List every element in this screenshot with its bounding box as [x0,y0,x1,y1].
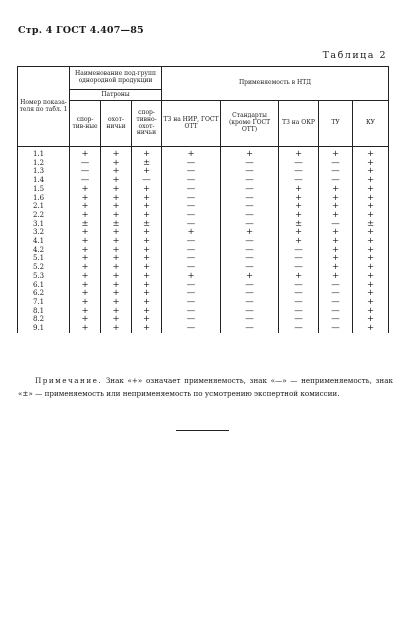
row-number: 4.2 [18,246,70,255]
table-cell: + [132,298,162,307]
table-cell: + [279,272,319,281]
table-cell: — [221,176,279,185]
table-cell: + [101,228,132,237]
table-cell: + [70,237,101,246]
row-number: 8.2 [18,315,70,324]
row-number: 6.1 [18,281,70,290]
table-cell: + [101,202,132,211]
table-cell: + [319,211,353,220]
table-cell: — [221,254,279,263]
table-cell: — [162,237,221,246]
separator-line [176,430,229,431]
table-cell: — [162,263,221,272]
col-applicability-header: Применяемость в НТД [162,67,389,101]
table-cell: — [162,254,221,263]
table-cell: + [319,246,353,255]
table-cell: + [353,281,389,290]
table-cell: + [353,246,389,255]
table-cell: — [279,167,319,176]
table-cell: + [101,185,132,194]
table-cell: — [162,281,221,290]
table-cell: + [353,194,389,203]
table-cell: + [353,228,389,237]
table-cell: + [319,272,353,281]
table-cell: — [221,263,279,272]
table-cell: + [70,315,101,324]
table-cell: + [279,228,319,237]
table-cell: + [70,147,101,159]
table-cell: — [162,246,221,255]
row-number: 6.2 [18,289,70,298]
table-cell: — [162,176,221,185]
table-cell: — [221,185,279,194]
table-cell: — [162,289,221,298]
table-cell: + [319,194,353,203]
table-cell: + [353,324,389,333]
table-cell: — [162,202,221,211]
table-cell: + [353,176,389,185]
row-number: 1.2 [18,159,70,168]
table-cell: + [353,211,389,220]
row-number: 9.1 [18,324,70,333]
col-group-header: Наименование под-групп однородной продукции [70,67,162,90]
table-cell: — [162,307,221,316]
table-cell: ± [132,159,162,168]
table-cell: + [353,185,389,194]
table-cell: — [279,246,319,255]
table-cell: — [319,159,353,168]
table-cell: + [70,289,101,298]
table-cell: — [319,176,353,185]
table-cell: — [221,324,279,333]
table-cell: + [162,228,221,237]
row-number: 4.1 [18,237,70,246]
row-number: 3.1 [18,220,70,229]
table-cell: + [101,298,132,307]
table-cell: + [70,254,101,263]
table-cell: + [319,254,353,263]
table-cell: + [132,315,162,324]
table-cell: + [70,202,101,211]
table-cell: — [221,307,279,316]
table-cell: — [279,281,319,290]
table-cell: + [353,307,389,316]
table-cell: + [70,211,101,220]
table-cell: — [162,167,221,176]
table-cell: + [279,194,319,203]
table-cell: + [132,211,162,220]
table-cell: + [353,315,389,324]
table-cell: — [162,298,221,307]
table-cell: — [162,315,221,324]
table-cell: + [101,263,132,272]
table-note [18,375,393,400]
table-cell: — [221,298,279,307]
table-cell: — [279,254,319,263]
table-cell: + [132,246,162,255]
table-cell: — [221,202,279,211]
table-cell: + [132,167,162,176]
table-cell: ± [279,220,319,229]
table-cell: — [319,315,353,324]
col-ku-header: КУ [353,101,389,147]
table-cell: + [101,289,132,298]
table-cell: — [70,159,101,168]
table-cell: + [162,147,221,159]
table-cell: + [70,246,101,255]
col-tz-okr-header: ТЗ на ОКР [279,101,319,147]
table-cell: + [279,147,319,159]
table-cell: + [353,159,389,168]
table-cell: + [162,272,221,281]
table-cell: ± [353,220,389,229]
table-row [18,324,389,333]
table-cell: + [221,147,279,159]
table-cell: + [353,272,389,281]
table-cell: + [101,254,132,263]
row-number: 1.4 [18,176,70,185]
table-cell: — [221,194,279,203]
table-cell: + [319,202,353,211]
note-text: Знак «+» означает применяемость, знак «—» — неприменяемость, знак «±» — применяемость или неприменяемость по усмотрению экспертной комиссии. [18,376,393,398]
table-cell: + [319,237,353,246]
col-tu-header: ТУ [319,101,353,147]
table-cell: — [162,194,221,203]
table-cell: — [319,307,353,316]
table-cell: + [319,185,353,194]
table-cell: + [279,211,319,220]
table-cell: + [132,228,162,237]
table-cell: — [221,159,279,168]
table-cell: — [319,324,353,333]
table-cell: — [279,298,319,307]
table-cell: + [132,263,162,272]
table-cell: + [279,185,319,194]
table-cell: + [70,228,101,237]
col-cartridges-header: Патроны [70,90,162,101]
table-cell: — [221,167,279,176]
table-cell: — [70,167,101,176]
table-cell: + [353,147,389,159]
table-cell: — [221,220,279,229]
applicability-table [17,66,389,333]
table-cell: + [353,298,389,307]
table-cell: + [101,237,132,246]
table-row [18,147,389,159]
table-cell: + [353,167,389,176]
table-cell: + [319,228,353,237]
table-cell: — [221,289,279,298]
table-cell: — [319,220,353,229]
table-cell: + [319,263,353,272]
table-cell: — [162,220,221,229]
table-cell: + [353,254,389,263]
table-cell: + [101,281,132,290]
table-cell: + [132,147,162,159]
table-cell: + [70,272,101,281]
table-caption: Таблица 2 [322,50,387,61]
row-number: 2.1 [18,202,70,211]
table-cell: + [101,315,132,324]
row-number: 1.1 [18,147,70,159]
table-cell: + [101,272,132,281]
table-cell: — [279,159,319,168]
row-number: 5.2 [18,263,70,272]
table-cell: + [279,237,319,246]
table-cell: — [221,211,279,220]
table-cell: + [132,307,162,316]
row-number: 7.1 [18,298,70,307]
table-cell: — [221,246,279,255]
table-cell: + [353,202,389,211]
table-cell: + [70,298,101,307]
table-cell: — [162,159,221,168]
table-cell: + [132,194,162,203]
table-cell: + [70,307,101,316]
table-cell: + [353,237,389,246]
table-cell: + [319,147,353,159]
table-cell: + [132,281,162,290]
table-cell: + [132,202,162,211]
table-cell: + [132,237,162,246]
table-cell: — [279,263,319,272]
row-number: 3.2 [18,228,70,237]
col-standards-header: Стандарты (кроме ГОСТ ОТТ) [221,101,279,147]
table-cell: + [101,167,132,176]
note-title: Примечание. [35,376,103,385]
table-cell: + [132,289,162,298]
table-cell: — [319,281,353,290]
table-cell: + [132,254,162,263]
table-cell: + [353,263,389,272]
table-cell: — [162,211,221,220]
table-cell: — [70,176,101,185]
row-number: 5.3 [18,272,70,281]
col-tz-nir-header: ТЗ на НИР, ГОСТ ОТТ [162,101,221,147]
table-cell: + [132,185,162,194]
col-sport-header: спор-тив-ные [70,101,101,147]
table-cell: + [70,263,101,272]
table-cell: + [101,176,132,185]
table-cell: — [279,307,319,316]
table-cell: — [162,185,221,194]
table-cell: + [132,324,162,333]
table-cell: + [132,272,162,281]
table-cell: + [70,185,101,194]
table-cell: + [70,281,101,290]
col-number-header: Номер показа-теля по табл. 1 [18,67,70,147]
table-cell: — [319,289,353,298]
table-cell: + [221,228,279,237]
table-cell: ± [132,220,162,229]
row-number: 2.2 [18,211,70,220]
table-cell: + [70,324,101,333]
table-cell: — [162,324,221,333]
table-cell: — [319,167,353,176]
table-cell: + [101,246,132,255]
table-cell: — [221,315,279,324]
col-sport-hunting-header: спор-тивно-охот-ничьи [132,101,162,147]
page-header: Стр. 4 ГОСТ 4.407—85 [18,25,144,36]
table-cell: — [221,281,279,290]
row-number: 8.1 [18,307,70,316]
table-cell: — [279,289,319,298]
table-cell: + [70,194,101,203]
table-cell: + [101,194,132,203]
table-cell: ± [70,220,101,229]
table-cell: + [101,147,132,159]
table-cell: + [101,211,132,220]
table-cell: — [279,315,319,324]
table-cell: + [279,202,319,211]
table-cell: + [101,324,132,333]
table-cell: — [279,324,319,333]
table-cell: + [101,307,132,316]
table-cell: — [319,298,353,307]
row-number: 5.1 [18,254,70,263]
table-cell: ± [101,220,132,229]
row-number: 1.3 [18,167,70,176]
table-cell: — [279,176,319,185]
row-number: 1.6 [18,194,70,203]
row-number: 1.5 [18,185,70,194]
col-hunting-header: охот-ничьи [101,101,132,147]
table-cell: — [132,176,162,185]
table-cell: + [101,159,132,168]
table-cell: — [221,237,279,246]
table-cell: + [221,272,279,281]
table-cell: + [353,289,389,298]
